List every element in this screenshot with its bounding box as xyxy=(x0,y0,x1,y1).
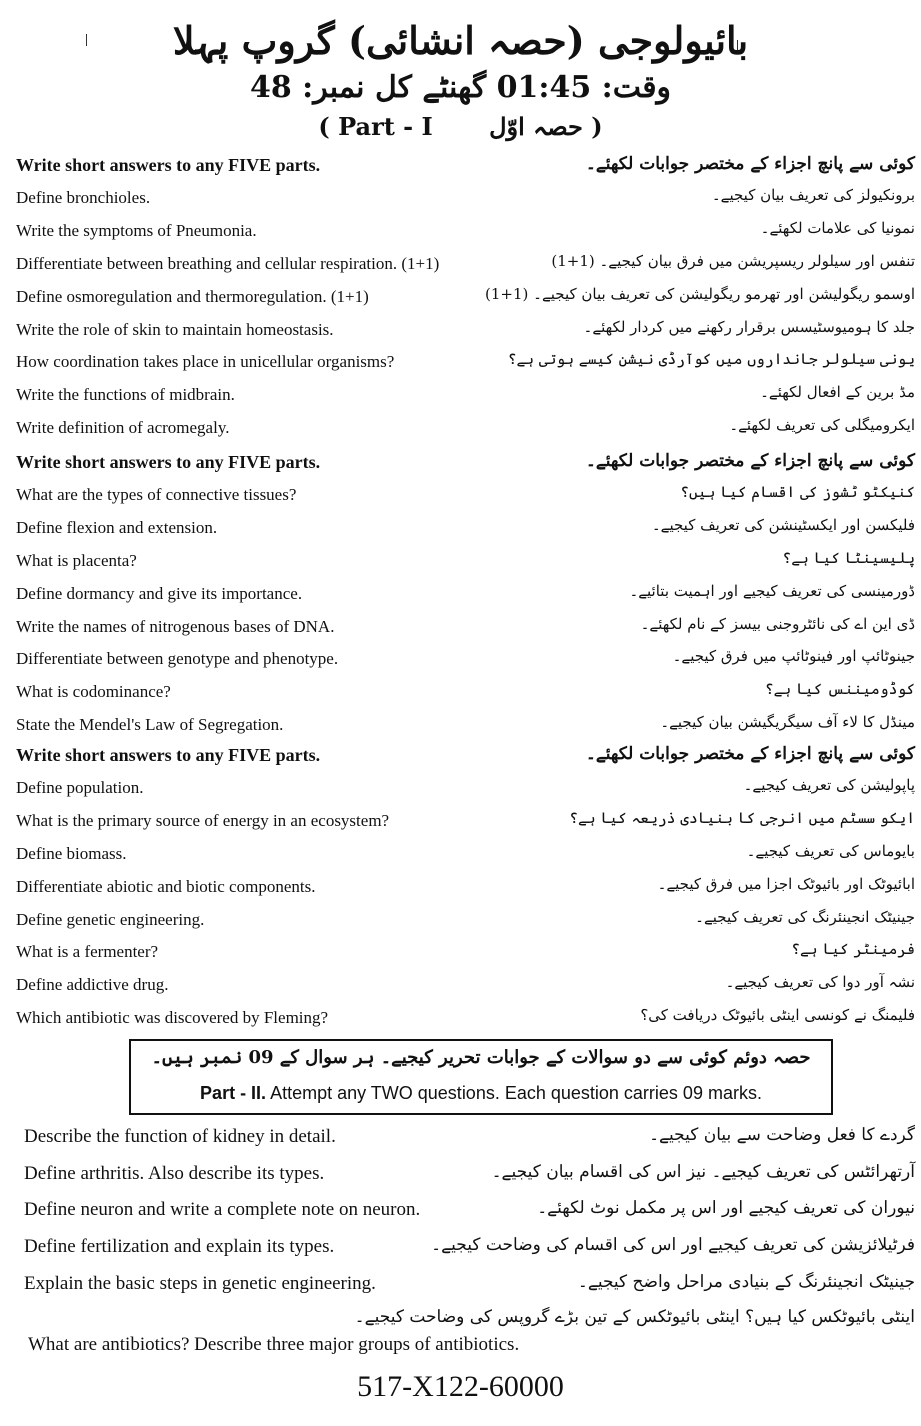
question-item-ur: کوڈومیننس کیا ہے؟ xyxy=(764,680,915,699)
question-item xyxy=(0,1004,921,1037)
question-item-en: Define dormancy and give its importance. xyxy=(16,583,303,603)
question-item xyxy=(0,906,921,939)
question-item-en: Differentiate abiotic and biotic components. xyxy=(16,876,316,896)
question-item-en: Define bronchioles. xyxy=(16,187,151,207)
section-header-en: Write short answers to any FIVE parts. xyxy=(16,155,321,175)
long-question-en: Explain the basic steps in genetic engineering. xyxy=(24,1272,376,1294)
question-item-en: Define genetic engineering. xyxy=(16,909,205,929)
part-two-instruction-text: Attempt any TWO questions. Each question carries 09 marks. xyxy=(266,1083,762,1103)
long-question-ur: جینیٹک انجینئرنگ کے بنیادی مراحل واضح کیجیے۔ xyxy=(577,1271,915,1292)
question-item-ur: جینیٹک انجینئرنگ کی تعریف کیجیے۔ xyxy=(695,907,915,926)
question-item-en: What is placenta? xyxy=(16,550,137,570)
question-item-ur: ابائیوٹک اور بائیوٹک اجزا میں فرق کیجیے۔ xyxy=(657,874,915,893)
question-item-ur: پاپولیشن کی تعریف کیجیے۔ xyxy=(743,775,915,794)
section-header-ur: کوئی سے پانچ اجزاء کے مختصر جوابات لکھئے۔ xyxy=(585,451,915,471)
question-item-ur: فرمینٹر کیا ہے؟ xyxy=(791,940,915,959)
question-item-ur: نمونیا کی علامات لکھئے۔ xyxy=(760,218,915,237)
section-header-ur: کوئی سے پانچ اجزاء کے مختصر جوابات لکھئے۔ xyxy=(585,154,915,174)
question-item-en: Write the symptoms of Pneumonia. xyxy=(16,220,257,240)
question-item-ur: جلد کا ہومیوسٹیسس برقرار رکھنے میں کردار لکھئے۔ xyxy=(583,317,915,336)
part-two-label: Part - II. xyxy=(200,1083,267,1103)
paper-code: 517-X122-60000 xyxy=(357,1370,564,1403)
question-item-ur: مڈ برین کے افعال لکھئے۔ xyxy=(760,383,915,402)
long-question-ur: نیوران کی تعریف کیجیے اور اس پر مکمل نوٹ لکھئے۔ xyxy=(537,1198,915,1219)
long-question-en: Define arthritis. Also describe its types. xyxy=(24,1162,325,1184)
long-question-en: Define neuron and write a complete note on neuron. xyxy=(24,1199,421,1221)
question-item-ur: کنیکٹو ٹشوز کی اقسام کیا ہیں؟ xyxy=(680,482,915,501)
question-item-en: Define flexion and extension. xyxy=(16,517,218,537)
question-item-en: What is the primary source of energy in an ecosystem? xyxy=(16,810,390,830)
question-item-ur: برونکیولز کی تعریف بیان کیجیے۔ xyxy=(711,185,915,204)
long-question-en: Define fertilization and explain its types. xyxy=(24,1236,335,1258)
question-item-en: What is a fermenter? xyxy=(16,942,159,962)
part-two-instructions-en xyxy=(131,1083,831,1104)
question-item-ur: یونی سیلولر جانداروں میں کوآرڈی نیشن کیسے ہوتی ہے؟ xyxy=(507,350,915,369)
long-question-item xyxy=(0,1267,921,1304)
question-item-ur: فلیکسن اور ایکسٹینشن کی تعریف کیجیے۔ xyxy=(651,515,915,534)
section-header-en: Write short answers to any FIVE parts. xyxy=(16,745,321,765)
question-item xyxy=(0,678,921,711)
long-question-item xyxy=(0,1230,921,1267)
question-item-en: Define osmoregulation and thermoregulation. (1+1) xyxy=(16,286,369,306)
question-item-en: Write the role of skin to maintain homeostasis. xyxy=(16,319,334,339)
question-item-en: Differentiate between genotype and phenotype. xyxy=(16,649,339,669)
question-item-ur: بایوماس کی تعریف کیجیے۔ xyxy=(746,841,915,860)
question-item xyxy=(0,348,921,381)
question-item-ur: پلیسینٹا کیا ہے؟ xyxy=(782,548,915,567)
question-item-en: Define biomass. xyxy=(16,843,127,863)
question-item-ur: ڈی این اے کی نائٹروجنی بیسز کے نام لکھئے۔ xyxy=(640,614,915,633)
question-item-en: Which antibiotic was discovered by Fleming? xyxy=(16,1008,329,1028)
question-item xyxy=(0,481,921,514)
question-item xyxy=(0,316,921,349)
question-item xyxy=(0,547,921,580)
question-item-ur: جینوٹائپ اور فینوٹائپ میں فرق کیجیے۔ xyxy=(672,647,915,666)
question-item-ur: اوسمو ریگولیشن اور تھرمو ریگولیشن کی تعریف بیان کیجیے۔ (1+1) xyxy=(485,284,915,303)
question-item xyxy=(0,711,921,744)
question-item xyxy=(0,807,921,840)
section-header xyxy=(0,448,921,481)
long-question-item xyxy=(0,1120,921,1157)
question-item-en: Write the functions of midbrain. xyxy=(16,385,235,405)
question-item xyxy=(0,381,921,414)
question-item-en: How coordination takes place in unicellular organisms? xyxy=(16,352,395,372)
question-item xyxy=(0,645,921,678)
section-header xyxy=(0,741,921,774)
section-header xyxy=(0,151,921,184)
paper-title: بائیولوجی (حصہ انشائی) گروپ پہلا xyxy=(172,18,749,63)
question-item xyxy=(0,938,921,971)
question-item xyxy=(0,613,921,646)
long-question-item xyxy=(0,1193,921,1230)
question-item-en: Write the names of nitrogenous bases of DNA. xyxy=(16,616,335,636)
question-item-ur: فلیمنگ نے کونسی اینٹی بائیوٹک دریافت کی؟ xyxy=(640,1006,915,1025)
question-item-ur: ڈورمینسی کی تعریف کیجیے اور اہمیت بتائیے۔ xyxy=(629,581,915,600)
last-question-ur: اینٹی بائیوٹکس کیا ہیں؟ اینٹی بائیوٹکس کے تین بڑے گروپس کی وضاحت کیجیے۔ xyxy=(354,1307,915,1327)
question-item-en: Differentiate between breathing and cellular respiration. (1+1) xyxy=(16,253,440,273)
section-header-ur: کوئی سے پانچ اجزاء کے مختصر جوابات لکھئے۔ xyxy=(585,744,915,764)
question-item xyxy=(0,217,921,250)
time-and-marks: وقت: 01:45 گھنٹے کل نمبر: 48 xyxy=(249,70,672,105)
question-item xyxy=(0,184,921,217)
part-one-ur: حصہ اوّل ) xyxy=(489,112,603,141)
question-item xyxy=(0,774,921,807)
question-item xyxy=(0,283,921,316)
question-item xyxy=(0,514,921,547)
question-item xyxy=(0,873,921,906)
part-one-heading xyxy=(0,112,921,141)
question-item-ur: ایکو سسٹم میں انرجی کا بنیادی ذریعہ کیا ہے؟ xyxy=(569,808,915,827)
question-item xyxy=(0,971,921,1004)
question-item-en: Define population. xyxy=(16,777,144,797)
question-item-en: What are the types of connective tissues? xyxy=(16,484,297,504)
question-item-en: What is codominance? xyxy=(16,682,171,702)
last-question-en: What are antibiotics? Describe three major groups of antibiotics. xyxy=(28,1334,520,1355)
question-item xyxy=(0,580,921,613)
question-item xyxy=(0,414,921,447)
question-item-ur: تنفس اور سیلولر ریسپریشن میں فرق بیان کیجیے۔ (1+1) xyxy=(551,251,915,270)
long-question-ur: فرٹیلائزیشن کی تعریف کیجیے اور اس کی اقسام کی وضاحت کیجیے۔ xyxy=(431,1235,915,1256)
question-item-en: State the Mendel's Law of Segregation. xyxy=(16,715,284,735)
long-question-item xyxy=(0,1157,921,1194)
long-question-ur: گردے کا فعل وضاحت سے بیان کیجیے۔ xyxy=(649,1125,915,1145)
part-one-en: ( Part - I xyxy=(318,112,433,141)
long-question-ur: آرتھرائٹس کی تعریف کیجیے۔ نیز اس کی اقسام بیان کیجیے۔ xyxy=(491,1161,915,1182)
long-question-en: Describe the function of kidney in detail. xyxy=(24,1126,336,1147)
question-item-en: Write definition of acromegaly. xyxy=(16,418,230,438)
question-item-ur: ایکرومیگلی کی تعریف لکھئے۔ xyxy=(729,416,915,435)
question-item-ur: نشہ آور دوا کی تعریف کیجیے۔ xyxy=(725,973,915,992)
question-item xyxy=(0,250,921,283)
question-item xyxy=(0,840,921,873)
question-item-ur: مینڈل کا لاء آف سیگریگیشن بیان کیجیے۔ xyxy=(660,713,915,732)
part-two-instructions-ur: حصہ دوئم کوئی سے دو سوالات کے جوابات تحریر کیجیے۔ ہر سوال کے 09 نمبر ہیں۔ xyxy=(151,1047,811,1068)
question-item-en: Define addictive drug. xyxy=(16,975,169,995)
part-two-box xyxy=(129,1039,833,1115)
section-header-en: Write short answers to any FIVE parts. xyxy=(16,452,321,472)
